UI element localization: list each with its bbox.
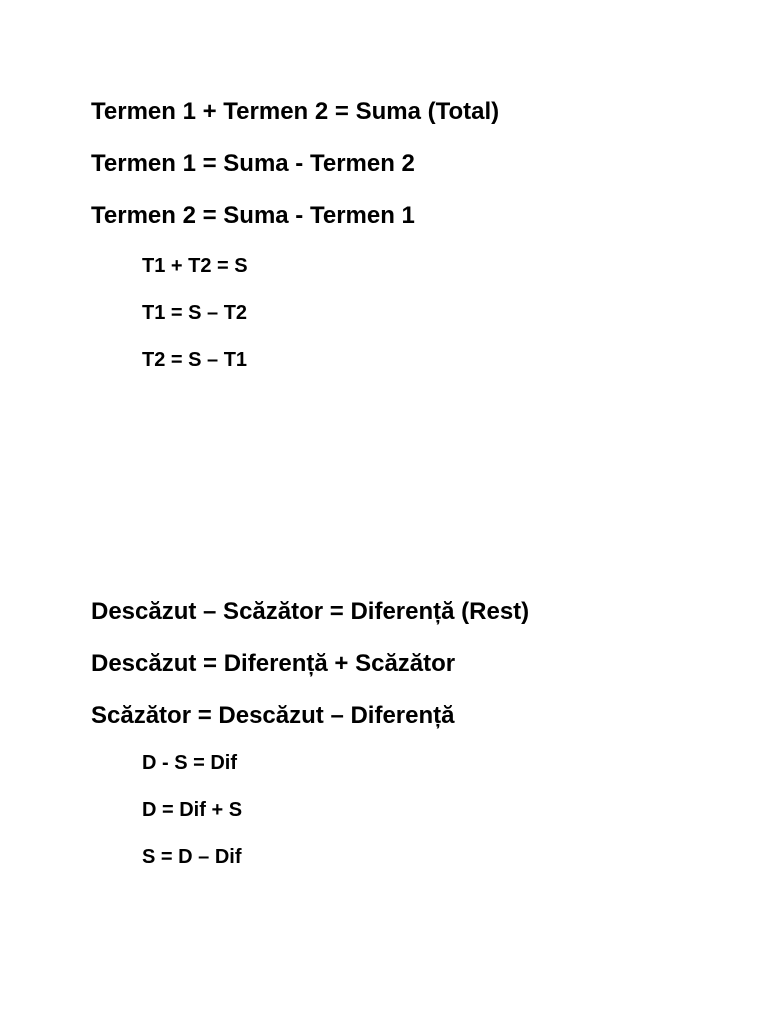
addition-short-term2: T2 = S – T1 <box>142 349 248 371</box>
subtraction-short-difference: D - S = Dif <box>142 752 238 774</box>
addition-short-sum: T1 + T2 = S <box>142 255 248 277</box>
addition-rule-term1: Termen 1 = Suma - Termen 2 <box>91 150 415 177</box>
addition-rule-term2: Termen 2 = Suma - Termen 1 <box>91 202 415 229</box>
subtraction-rule-minuend: Descăzut = Diferență + Scăzător <box>91 650 456 677</box>
addition-short-term1: T1 = S – T2 <box>142 302 248 324</box>
subtraction-rule-subtrahend: Scăzător = Descăzut – Diferență <box>91 702 455 729</box>
addition-rule-sum: Termen 1 + Termen 2 = Suma (Total) <box>91 98 500 125</box>
subtraction-short-subtrahend: S = D – Dif <box>142 846 242 868</box>
subtraction-short-minuend: D = Dif + S <box>142 799 243 821</box>
subtraction-rule-difference: Descăzut – Scăzător = Diferență (Rest) <box>91 598 530 625</box>
